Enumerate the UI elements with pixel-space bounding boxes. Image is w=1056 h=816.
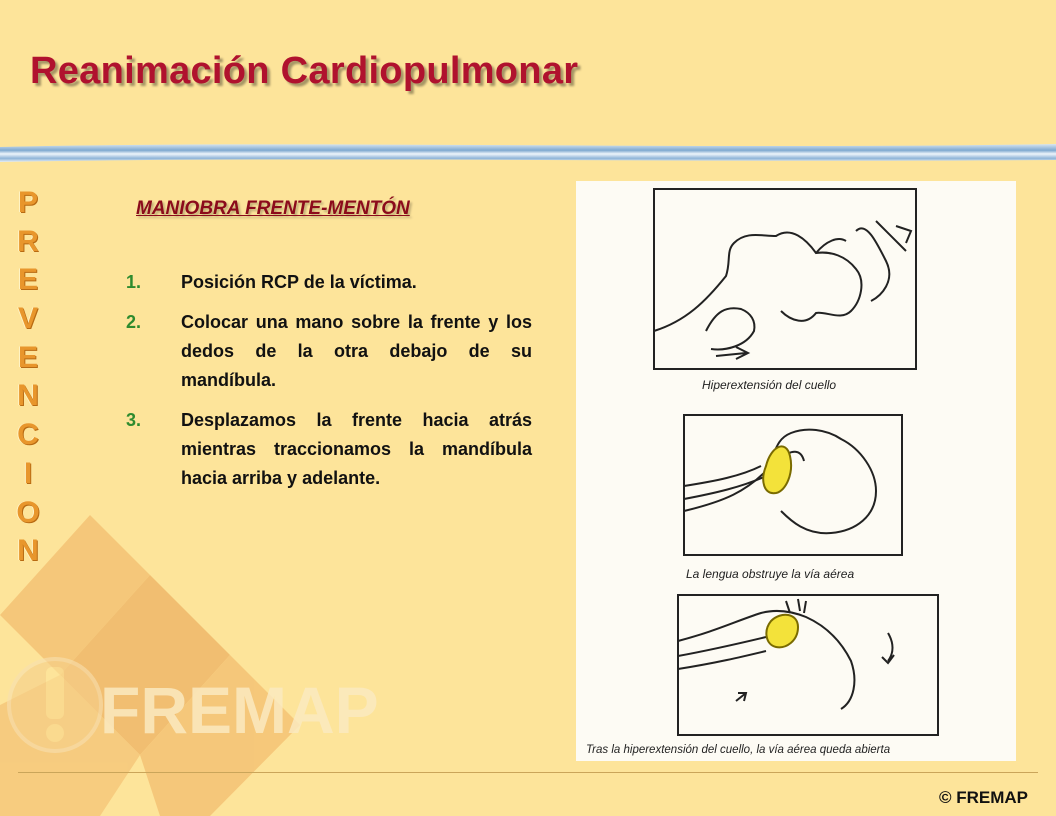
step-number: 3. (126, 410, 142, 430)
exclamation-icon (9, 659, 101, 751)
vertical-letter: P (17, 186, 38, 219)
vertical-letter: N (17, 379, 39, 413)
vertical-letter: E (17, 263, 38, 297)
step-number: 2. (126, 312, 142, 332)
vertical-letter: I (23, 456, 33, 490)
airway-illustration (576, 181, 1016, 761)
step-text: Desplazamos la frente hacia atrás mientras traccionamos la mandíbula hacia arriba y adelante. (181, 410, 532, 488)
step-number: 1. (126, 272, 142, 292)
steps-list (126, 268, 532, 504)
copyright-text: © FREMAP (938, 788, 1028, 807)
caption-hyperextension: Hiperextensión del cuello (702, 378, 837, 392)
vertical-prevencion-text (8, 186, 48, 573)
step-text: Colocar una mano sobre la frente y los dedos de la otra debajo de su mandíbula. (181, 312, 532, 390)
vertical-letter: N (17, 534, 39, 568)
list-item (126, 308, 532, 395)
list-item (126, 406, 532, 493)
decorative-band (0, 138, 1056, 164)
section-subheading: MANIOBRA FRENTE-MENTÓN (136, 198, 410, 219)
watermark-text: FREMAP (100, 673, 379, 747)
footer-divider (18, 772, 1038, 773)
step-text: Posición RCP de la víctima. (181, 272, 417, 292)
vertical-letter: E (17, 340, 38, 374)
vertical-letter: V (17, 302, 38, 336)
fremap-watermark (0, 505, 400, 816)
vertical-letter: O (16, 495, 40, 529)
vertical-letter: C (17, 418, 39, 452)
caption-tongue-obstruction: La lengua obstruye la vía aérea (686, 567, 855, 581)
vertical-letter: R (17, 224, 39, 258)
caption-airway-open: Tras la hiperextensión del cuello, la vía aérea queda abierta (586, 744, 891, 756)
list-item (126, 268, 532, 297)
page-title: Reanimación Cardiopulmonar (30, 50, 579, 92)
